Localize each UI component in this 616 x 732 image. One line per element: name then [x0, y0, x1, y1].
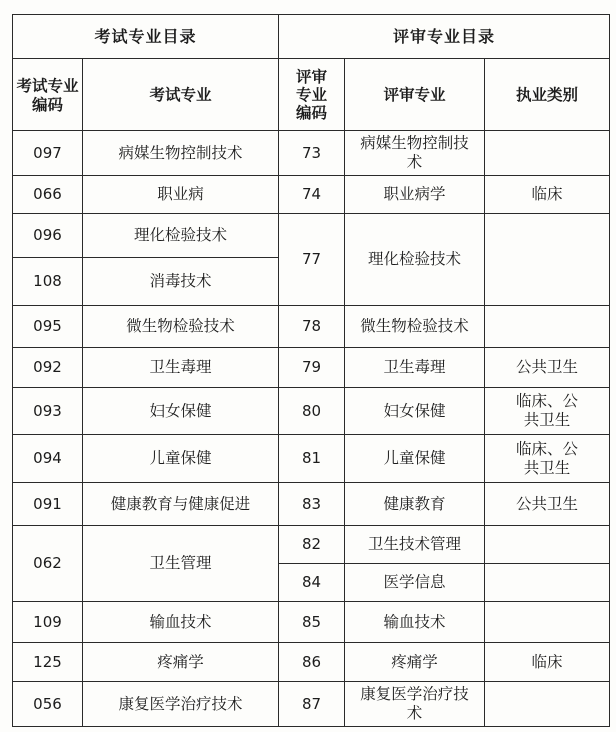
review-major-cell: 康复医学治疗技术: [345, 682, 485, 727]
table-row: [13, 682, 610, 727]
exam-code-cell: 062: [13, 526, 83, 602]
exam-catalog-header: 考试专业目录: [13, 15, 279, 59]
exam-major-cell: 儿童保健: [83, 435, 279, 483]
practice-type-cell: 临床: [485, 643, 610, 682]
review-code-cell: 82: [279, 526, 345, 564]
review-code-cell: 78: [279, 306, 345, 348]
practice-type-cell: [485, 131, 610, 176]
exam-code-cell: 066: [13, 176, 83, 214]
review-code-cell: 84: [279, 564, 345, 602]
review-code-cell: 81: [279, 435, 345, 483]
group-header-row: [13, 15, 610, 59]
exam-code-cell: 125: [13, 643, 83, 682]
table-row: [13, 483, 610, 526]
table-row: [13, 131, 610, 176]
table-row: [13, 435, 610, 483]
review-code-cell: 87: [279, 682, 345, 727]
review-catalog-header: 评审专业目录: [279, 15, 610, 59]
practice-type-cell: 公共卫生: [485, 348, 610, 388]
exam-major-cell: 微生物检验技术: [83, 306, 279, 348]
table-row: [13, 306, 610, 348]
exam-major-cell: 输血技术: [83, 602, 279, 643]
exam-code-cell: 091: [13, 483, 83, 526]
table-row: [13, 388, 610, 435]
practice-type-cell: [485, 526, 610, 564]
table-row: [13, 348, 610, 388]
exam-major-header: 考试专业: [83, 59, 279, 131]
review-code-cell: 74: [279, 176, 345, 214]
exam-code-cell: 056: [13, 682, 83, 727]
table-row: [13, 214, 610, 258]
review-major-cell: 输血技术: [345, 602, 485, 643]
practice-type-cell: [485, 682, 610, 727]
review-code-cell: 79: [279, 348, 345, 388]
review-code-header: 评审专业编码: [279, 59, 345, 131]
review-major-cell: 职业病学: [345, 176, 485, 214]
column-header-row: [13, 59, 610, 131]
review-major-cell: 健康教育: [345, 483, 485, 526]
review-major-cell: 微生物检验技术: [345, 306, 485, 348]
exam-major-cell: 职业病: [83, 176, 279, 214]
exam-major-cell: 理化检验技术: [83, 214, 279, 258]
practice-type-cell: [485, 306, 610, 348]
review-major-cell: 医学信息: [345, 564, 485, 602]
review-major-cell: 卫生技术管理: [345, 526, 485, 564]
exam-code-cell: 094: [13, 435, 83, 483]
exam-code-cell: 108: [13, 258, 83, 306]
exam-code-cell: 093: [13, 388, 83, 435]
review-major-cell: 病媒生物控制技术: [345, 131, 485, 176]
review-code-cell: 86: [279, 643, 345, 682]
practice-type-cell: [485, 602, 610, 643]
review-code-cell: 83: [279, 483, 345, 526]
review-major-cell: 儿童保健: [345, 435, 485, 483]
exam-major-cell: 健康教育与健康促进: [83, 483, 279, 526]
exam-code-cell: 109: [13, 602, 83, 643]
exam-major-cell: 妇女保健: [83, 388, 279, 435]
exam-major-cell: 疼痛学: [83, 643, 279, 682]
table-row: [13, 176, 610, 214]
exam-code-cell: 096: [13, 214, 83, 258]
review-code-cell: 77: [279, 214, 345, 306]
review-code-cell: 85: [279, 602, 345, 643]
exam-code-cell: 092: [13, 348, 83, 388]
major-catalog-table: [12, 14, 610, 727]
exam-major-cell: 病媒生物控制技术: [83, 131, 279, 176]
review-code-cell: 80: [279, 388, 345, 435]
practice-type-cell: 临床: [485, 176, 610, 214]
exam-code-cell: 097: [13, 131, 83, 176]
review-major-cell: 妇女保健: [345, 388, 485, 435]
review-major-cell: 理化检验技术: [345, 214, 485, 306]
exam-code-cell: 095: [13, 306, 83, 348]
exam-major-cell: 卫生毒理: [83, 348, 279, 388]
exam-major-cell: 消毒技术: [83, 258, 279, 306]
practice-type-header: 执业类别: [485, 59, 610, 131]
practice-type-cell: 临床、公共卫生: [485, 435, 610, 483]
practice-type-cell: 公共卫生: [485, 483, 610, 526]
practice-type-cell: [485, 564, 610, 602]
exam-major-cell: 卫生管理: [83, 526, 279, 602]
review-code-cell: 73: [279, 131, 345, 176]
exam-major-cell: 康复医学治疗技术: [83, 682, 279, 727]
review-major-cell: 疼痛学: [345, 643, 485, 682]
table-row: [13, 602, 610, 643]
practice-type-cell: 临床、公共卫生: [485, 388, 610, 435]
review-major-cell: 卫生毒理: [345, 348, 485, 388]
review-major-header: 评审专业: [345, 59, 485, 131]
exam-code-header: 考试专业编码: [13, 59, 83, 131]
table-row: [13, 526, 610, 564]
practice-type-cell: [485, 214, 610, 306]
table-row: [13, 643, 610, 682]
